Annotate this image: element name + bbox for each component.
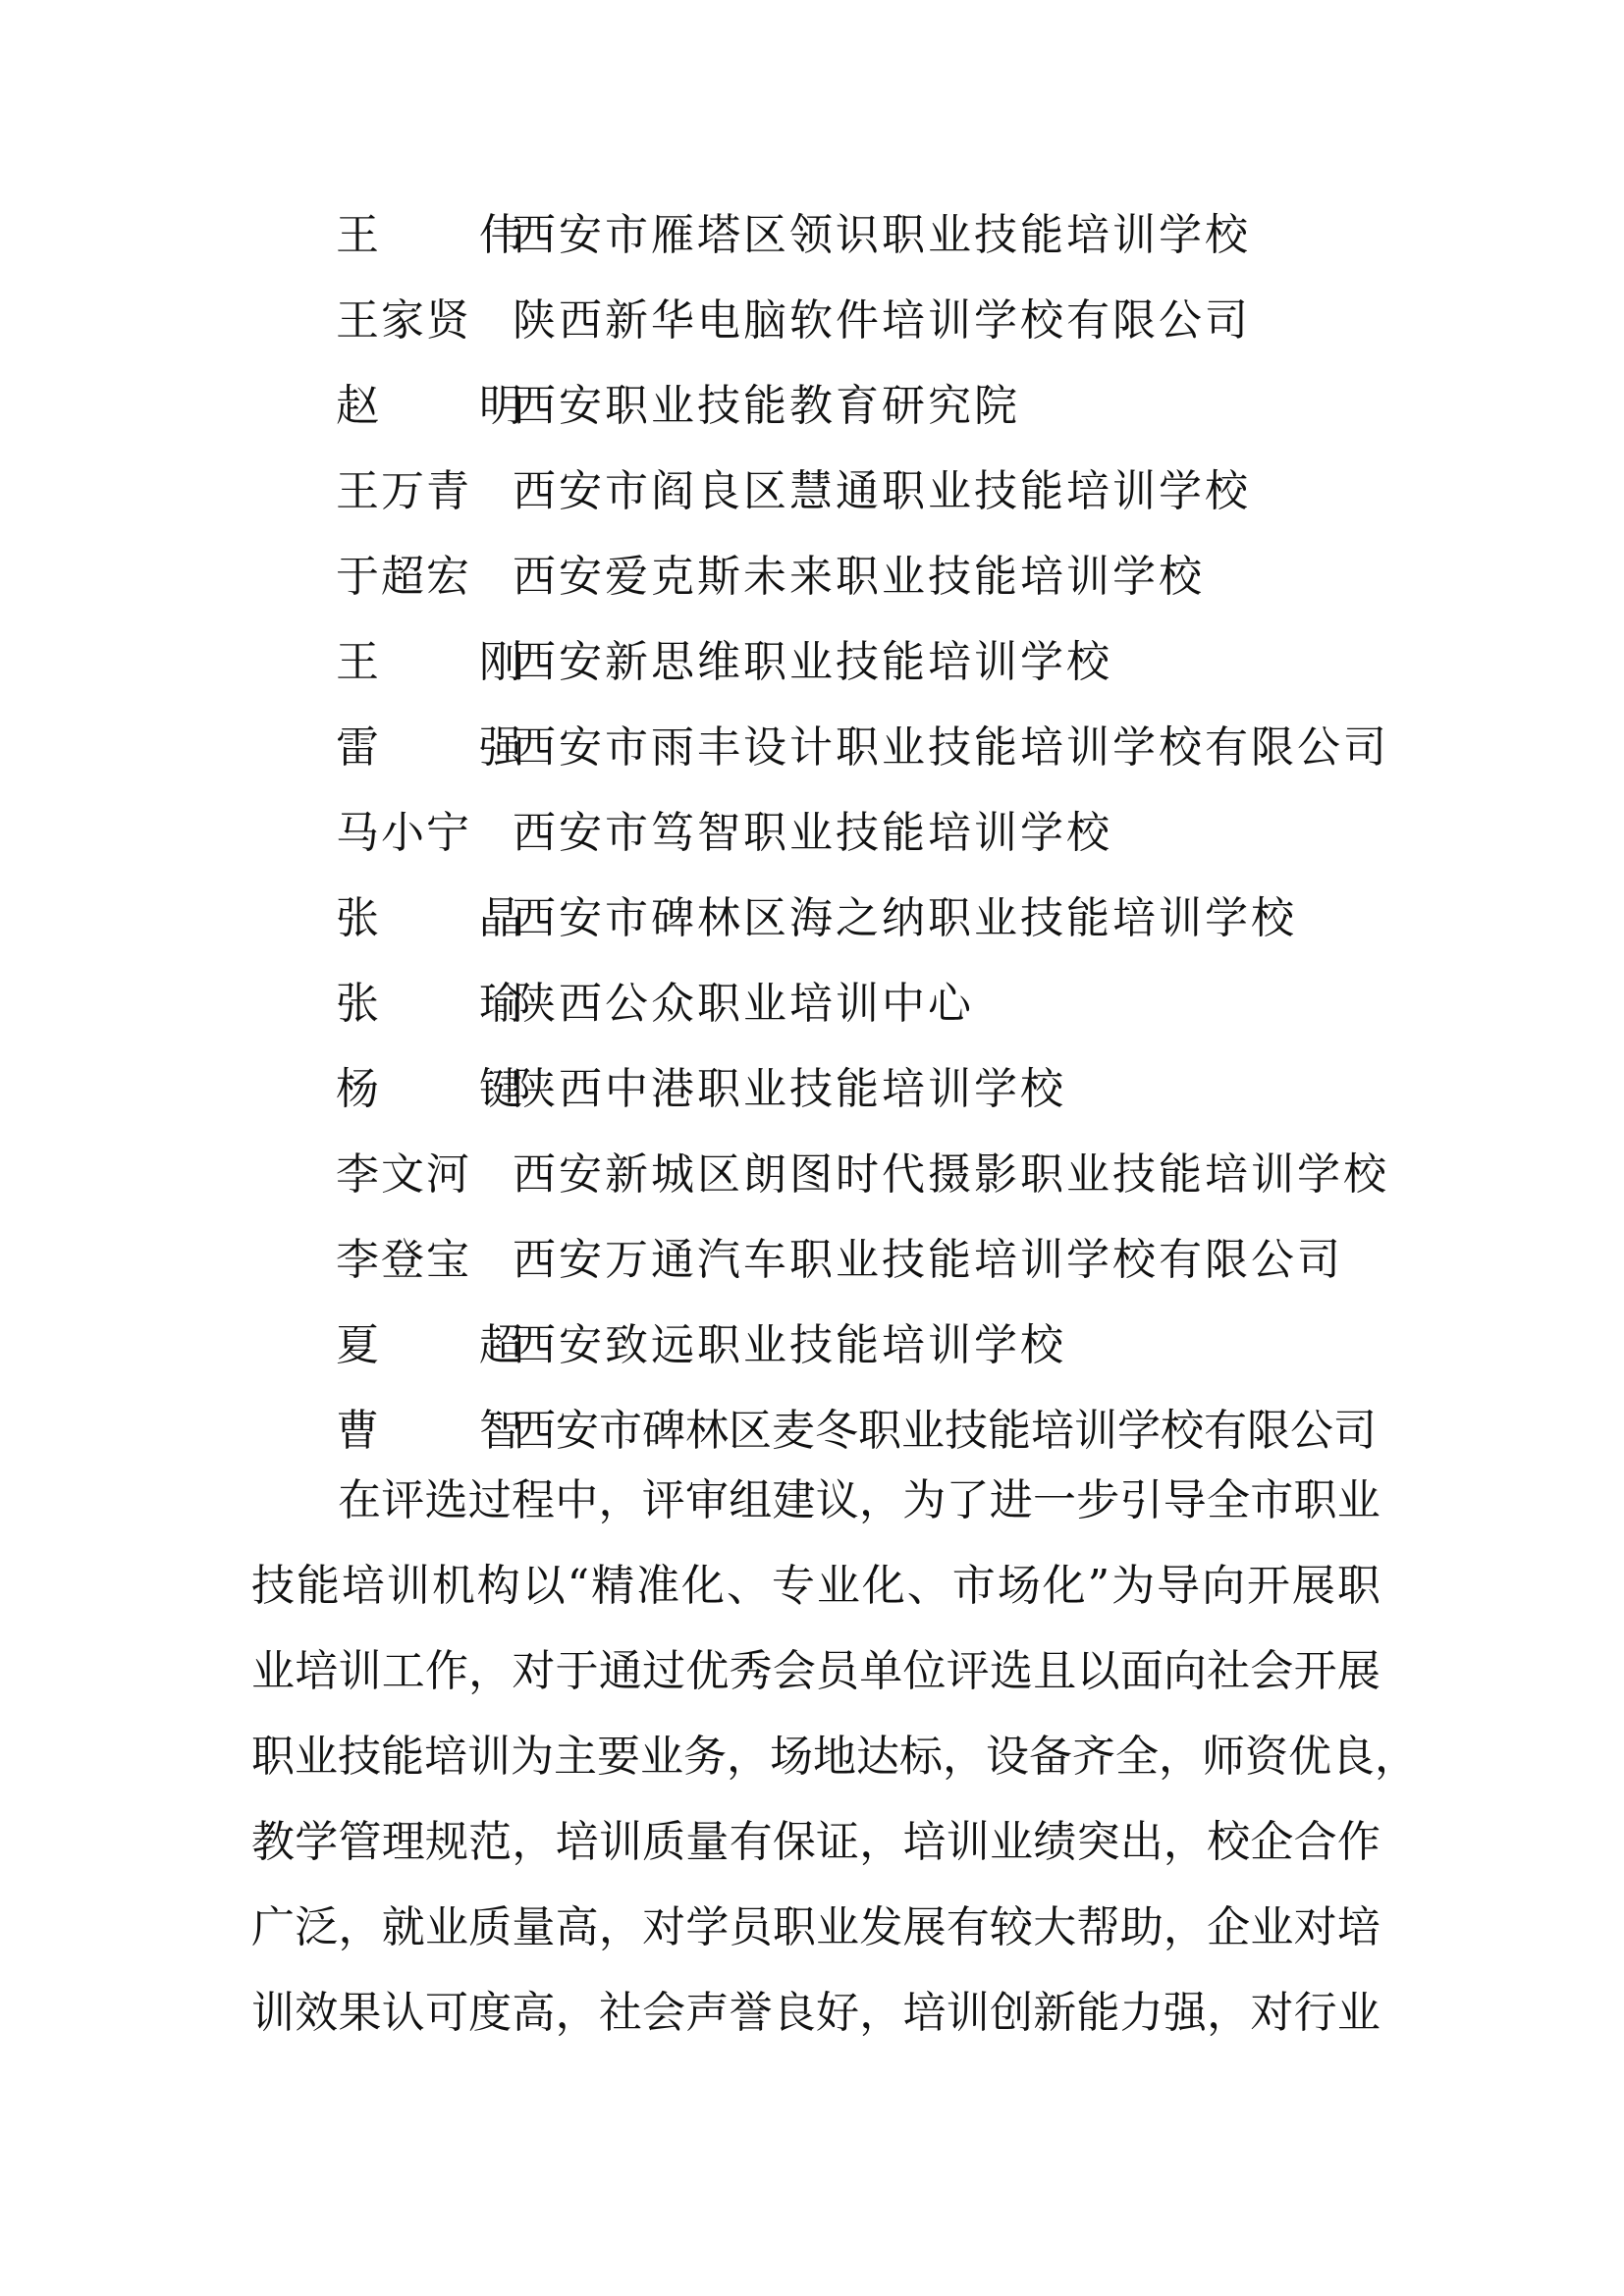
member-name: 张 晶 — [336, 892, 566, 943]
member-row — [336, 1217, 1455, 1303]
member-row — [336, 876, 1455, 961]
member-organization: 西安致远职业技能培训学校 — [513, 1319, 1066, 1370]
member-organization: 西安新城区朗图时代摄影职业技能培训学校 — [513, 1148, 1389, 1200]
paragraph-line: 职 业 技 能 培 训 为 主 要 业 务 ， 场 地 达 标 ， 设 备 齐 全 ， 师 资 优 良 ， — [251, 1732, 1418, 1782]
member-name: 雷 强 — [336, 721, 566, 773]
member-row — [336, 1303, 1455, 1388]
member-row — [336, 192, 1455, 278]
member-name: 杨 键 — [336, 1063, 566, 1114]
member-row — [336, 449, 1455, 534]
member-organization: 陕西新华电脑软件培训学校有限公司 — [513, 294, 1251, 346]
member-name: 王 伟 — [336, 209, 566, 260]
member-name: 曹 智 — [336, 1405, 566, 1456]
member-organization: 西安市碑林区海之纳职业技能培训学校 — [513, 892, 1297, 943]
member-organization: 西安职业技能教育研究院 — [513, 380, 1020, 431]
member-name: 王 刚 — [336, 636, 566, 687]
member-organization: 西安爱克斯未来职业技能培训学校 — [513, 551, 1205, 602]
member-organization: 西安市碑林区麦冬职业技能培训学校有限公司 — [513, 1405, 1377, 1456]
member-name: 王家贤 — [336, 294, 471, 346]
member-name: 张 瑜 — [336, 978, 566, 1029]
member-name: 于超宏 — [336, 551, 471, 602]
paragraph-line: 训 效 果 认 可 度 高 ， 社 会 声 誉 良 好 ， 培 训 创 新 能 力 强 ， 对 行 业 — [251, 1988, 1380, 2038]
member-row — [336, 619, 1455, 705]
member-row — [336, 1046, 1455, 1132]
member-name: 李登宝 — [336, 1234, 471, 1285]
member-organization: 陕西中港职业技能培训学校 — [513, 1063, 1066, 1114]
member-row — [336, 705, 1455, 790]
member-row — [336, 363, 1455, 449]
member-row — [336, 1132, 1455, 1217]
paragraph-line: 广 泛 ， 就 业 质 量 高 ， 对 学 员 职 业 发 展 有 较 大 帮 助 ， 企 业 对 培 — [251, 1902, 1380, 1952]
member-list — [336, 192, 1455, 1473]
member-organization: 西安新思维职业技能培训学校 — [513, 636, 1112, 687]
paragraph-line: 在 评 选 过 程 中 ， 评 审 组 建 议 ， 为 了 进 一 步 引 导 全 市 职 业 — [338, 1475, 1380, 1525]
member-organization: 西安市雁塔区领识职业技能培训学校 — [513, 209, 1251, 260]
member-name: 夏 超 — [336, 1319, 566, 1370]
member-name: 王万青 — [336, 465, 471, 516]
member-row — [336, 534, 1455, 619]
member-name: 李文河 — [336, 1148, 471, 1200]
member-name: 马小宁 — [336, 807, 471, 858]
member-organization: 西安市笃智职业技能培训学校 — [513, 807, 1112, 858]
member-name: 赵 明 — [336, 380, 566, 431]
member-organization: 西安市雨丰设计职业技能培训学校有限公司 — [513, 721, 1389, 773]
member-row — [336, 961, 1455, 1046]
paragraph-line: 教 学 管 理 规 范 ， 培 训 质 量 有 保 证 ， 培 训 业 绩 突 出 ， 校 企 合 作 — [251, 1817, 1380, 1867]
recommendation-paragraph — [251, 1458, 1418, 2056]
member-organization: 西安市阎良区慧通职业技能培训学校 — [513, 465, 1251, 516]
member-organization: 陕西公众职业培训中心 — [513, 978, 974, 1029]
member-organization: 西安万通汽车职业技能培训学校有限公司 — [513, 1234, 1343, 1285]
paragraph-line: 业 培 训 工 作 ， 对 于 通 过 优 秀 会 员 单 位 评 选 且 以 面 向 社 会 开 展 — [251, 1646, 1380, 1696]
member-row — [336, 790, 1455, 876]
paragraph-line: 技 能 培 训 机 构 以 “ 精 准 化 、 专 业 化 、 市 场 化 ” 为 导 向 开 展 职 — [251, 1561, 1380, 1611]
member-row — [336, 278, 1455, 363]
